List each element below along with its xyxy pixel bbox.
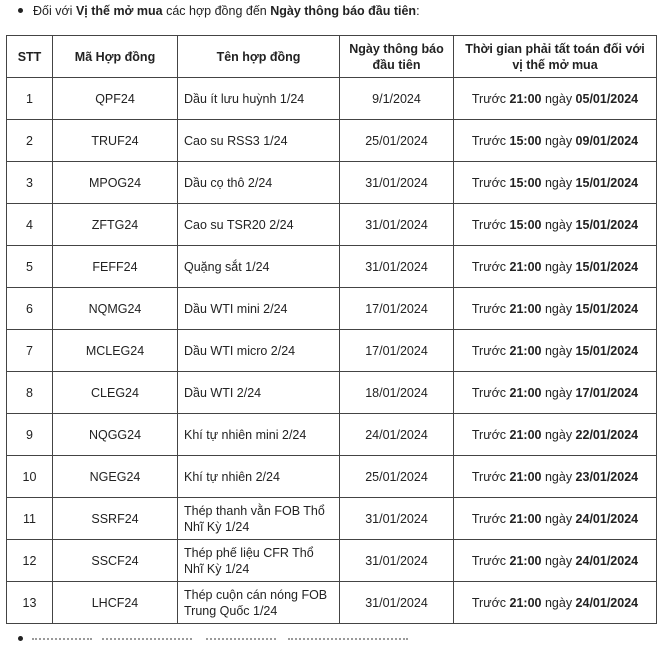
- cell-notice-date: 31/01/2024: [340, 162, 454, 204]
- cropped-text-fragment: [288, 638, 408, 644]
- table-row: [7, 414, 657, 456]
- cell-stt: 8: [7, 372, 53, 414]
- cell-deadline: [454, 372, 657, 414]
- deadline-prefix: Trước: [471, 343, 510, 358]
- cell-notice-date: 9/1/2024: [340, 78, 454, 120]
- next-paragraph-fragment: [18, 632, 438, 646]
- deadline-time: 21:00: [509, 553, 542, 568]
- deadline-prefix: Trước: [471, 301, 510, 316]
- deadline-mid: ngày: [541, 511, 576, 526]
- cell-name: Dầu cọ thô 2/24: [178, 162, 340, 204]
- deadline-date: 15/01/2024: [575, 217, 639, 232]
- cell-name: Thép cuộn cán nóng FOB Trung Quốc 1/24: [178, 582, 340, 624]
- cell-deadline: [454, 456, 657, 498]
- cell-deadline: [454, 204, 657, 246]
- deadline-time: 21:00: [509, 511, 542, 526]
- intro-suffix: :: [416, 4, 420, 18]
- cell-stt: 11: [7, 498, 53, 540]
- table-row: [7, 162, 657, 204]
- deadline-time: 21:00: [509, 91, 542, 106]
- cell-stt: 1: [7, 78, 53, 120]
- cell-code: NQGG24: [53, 414, 178, 456]
- cell-stt: 9: [7, 414, 53, 456]
- cell-name: Khí tự nhiên 2/24: [178, 456, 340, 498]
- deadline-date: 05/01/2024: [575, 91, 639, 106]
- intro-middle: các hợp đồng đến: [162, 4, 271, 18]
- deadline-time: 21:00: [509, 385, 542, 400]
- table-body: [7, 78, 657, 624]
- intro-position: Vị thế mở mua: [75, 4, 163, 18]
- cell-deadline: [454, 498, 657, 540]
- cell-notice-date: 31/01/2024: [340, 540, 454, 582]
- deadline-time: 15:00: [509, 133, 542, 148]
- deadline-date: 15/01/2024: [575, 301, 639, 316]
- cell-stt: 13: [7, 582, 53, 624]
- table-row: [7, 204, 657, 246]
- cell-deadline: [454, 414, 657, 456]
- deadline-time: 21:00: [509, 427, 542, 442]
- deadline-date: 23/01/2024: [575, 469, 639, 484]
- cell-stt: 6: [7, 288, 53, 330]
- cell-name: Thép thanh vằn FOB Thổ Nhĩ Kỳ 1/24: [178, 498, 340, 540]
- cell-deadline: [454, 162, 657, 204]
- table-row: [7, 582, 657, 624]
- deadline-date: 15/01/2024: [575, 259, 639, 274]
- cell-stt: 3: [7, 162, 53, 204]
- intro-notice: Ngày thông báo đầu tiên: [270, 4, 417, 18]
- cell-deadline: [454, 120, 657, 162]
- deadline-time: 21:00: [509, 469, 542, 484]
- table-header-row: [7, 36, 657, 78]
- cell-notice-date: 24/01/2024: [340, 414, 454, 456]
- deadline-mid: ngày: [541, 343, 576, 358]
- bullet-icon: [18, 8, 23, 13]
- cell-name: Thép phế liệu CFR Thổ Nhĩ Kỳ 1/24: [178, 540, 340, 582]
- cell-stt: 12: [7, 540, 53, 582]
- cell-stt: 10: [7, 456, 53, 498]
- table-row: [7, 330, 657, 372]
- deadline-time: 15:00: [509, 175, 542, 190]
- deadline-prefix: Trước: [471, 469, 510, 484]
- header-code: Mã Hợp đồng: [53, 36, 178, 78]
- deadline-prefix: Trước: [471, 511, 510, 526]
- deadline-mid: ngày: [541, 301, 576, 316]
- cropped-text-fragment: [102, 638, 192, 644]
- deadline-prefix: Trước: [471, 91, 510, 106]
- cell-notice-date: 31/01/2024: [340, 498, 454, 540]
- deadline-time: 15:00: [509, 217, 542, 232]
- cell-code: SSRF24: [53, 498, 178, 540]
- cell-stt: 2: [7, 120, 53, 162]
- deadline-time: 21:00: [509, 343, 542, 358]
- cell-code: CLEG24: [53, 372, 178, 414]
- cell-name: Dầu WTI 2/24: [178, 372, 340, 414]
- deadline-date: 24/01/2024: [575, 595, 639, 610]
- cell-code: ZFTG24: [53, 204, 178, 246]
- deadline-date: 09/01/2024: [575, 133, 639, 148]
- deadline-prefix: Trước: [471, 427, 510, 442]
- deadline-date: 22/01/2024: [575, 427, 639, 442]
- cell-deadline: [454, 540, 657, 582]
- deadline-time: 21:00: [509, 259, 542, 274]
- cell-notice-date: 17/01/2024: [340, 330, 454, 372]
- deadline-time: 21:00: [509, 595, 542, 610]
- cell-deadline: [454, 246, 657, 288]
- deadline-date: 17/01/2024: [575, 385, 639, 400]
- intro-prefix: Đối với: [33, 4, 76, 18]
- cropped-text-fragment: [206, 638, 276, 644]
- deadline-mid: ngày: [541, 595, 576, 610]
- cell-code: SSCF24: [53, 540, 178, 582]
- cell-notice-date: 25/01/2024: [340, 456, 454, 498]
- deadline-mid: ngày: [541, 427, 576, 442]
- cell-notice-date: 31/01/2024: [340, 204, 454, 246]
- deadline-prefix: Trước: [471, 133, 510, 148]
- deadline-prefix: Trước: [471, 175, 510, 190]
- header-stt: STT: [7, 36, 53, 78]
- deadline-mid: ngày: [541, 259, 576, 274]
- cell-notice-date: 17/01/2024: [340, 288, 454, 330]
- deadline-prefix: Trước: [471, 385, 510, 400]
- cell-code: QPF24: [53, 78, 178, 120]
- cell-notice-date: 18/01/2024: [340, 372, 454, 414]
- header-deadline: Thời gian phải tất toán đối với vị thế mở mua: [454, 36, 657, 78]
- cell-deadline: [454, 582, 657, 624]
- cell-stt: 4: [7, 204, 53, 246]
- deadline-mid: ngày: [541, 469, 576, 484]
- cell-code: TRUF24: [53, 120, 178, 162]
- cell-name: Quặng sắt 1/24: [178, 246, 340, 288]
- cell-name: Dầu WTI micro 2/24: [178, 330, 340, 372]
- deadline-mid: ngày: [541, 217, 576, 232]
- header-name: Tên hợp đồng: [178, 36, 340, 78]
- cell-deadline: [454, 288, 657, 330]
- table-row: [7, 246, 657, 288]
- deadline-mid: ngày: [541, 553, 576, 568]
- deadline-prefix: Trước: [471, 553, 510, 568]
- deadline-date: 24/01/2024: [575, 511, 639, 526]
- cell-name: Cao su RSS3 1/24: [178, 120, 340, 162]
- cell-code: MCLEG24: [53, 330, 178, 372]
- cell-code: NQMG24: [53, 288, 178, 330]
- cell-code: FEFF24: [53, 246, 178, 288]
- table-row: [7, 372, 657, 414]
- deadline-date: 15/01/2024: [575, 175, 639, 190]
- cell-name: Dầu ít lưu huỳnh 1/24: [178, 78, 340, 120]
- cell-code: MPOG24: [53, 162, 178, 204]
- cell-stt: 7: [7, 330, 53, 372]
- table-row: [7, 288, 657, 330]
- cell-name: Cao su TSR20 2/24: [178, 204, 340, 246]
- intro-line: [18, 2, 420, 20]
- cell-notice-date: 25/01/2024: [340, 120, 454, 162]
- deadline-date: 15/01/2024: [575, 343, 639, 358]
- table-row: [7, 498, 657, 540]
- table-row: [7, 120, 657, 162]
- deadline-prefix: Trước: [471, 595, 510, 610]
- deadline-mid: ngày: [541, 133, 576, 148]
- header-notice-date: Ngày thông báo đầu tiên: [340, 36, 454, 78]
- deadline-prefix: Trước: [471, 259, 510, 274]
- cell-name: Dầu WTI mini 2/24: [178, 288, 340, 330]
- cell-code: NGEG24: [53, 456, 178, 498]
- table-row: [7, 456, 657, 498]
- deadline-mid: ngày: [541, 385, 576, 400]
- cell-deadline: [454, 78, 657, 120]
- deadline-date: 24/01/2024: [575, 553, 639, 568]
- deadline-prefix: Trước: [471, 217, 510, 232]
- cell-name: Khí tự nhiên mini 2/24: [178, 414, 340, 456]
- cell-notice-date: 31/01/2024: [340, 246, 454, 288]
- table-row: [7, 78, 657, 120]
- deadline-time: 21:00: [509, 301, 542, 316]
- contracts-table: [6, 35, 657, 624]
- cell-deadline: [454, 330, 657, 372]
- table-row: [7, 540, 657, 582]
- cropped-text-fragment: [32, 638, 92, 644]
- deadline-mid: ngày: [541, 91, 576, 106]
- bullet-icon: [18, 636, 23, 641]
- deadline-mid: ngày: [541, 175, 576, 190]
- cell-stt: 5: [7, 246, 53, 288]
- cell-code: LHCF24: [53, 582, 178, 624]
- cell-notice-date: 31/01/2024: [340, 582, 454, 624]
